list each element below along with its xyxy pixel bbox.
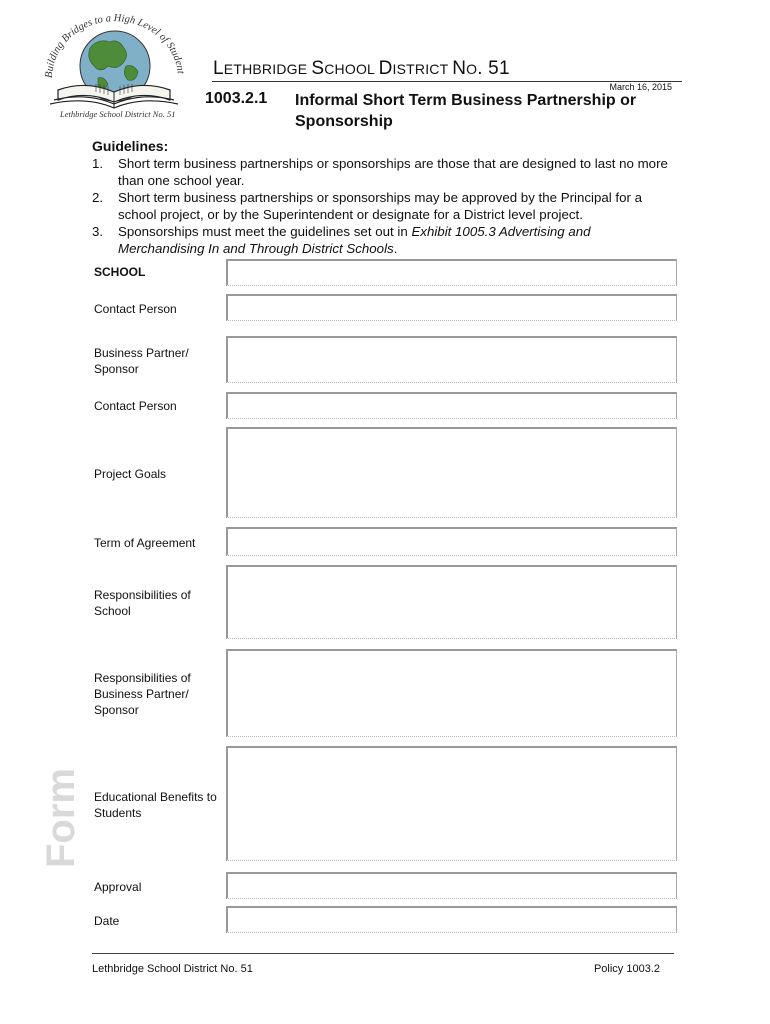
guideline-number: 2. — [92, 190, 104, 205]
project-goals-label: Project Goals — [94, 467, 167, 481]
date-label: Date — [94, 914, 120, 928]
policy-number: 1003.2.1 — [205, 90, 268, 107]
district-name-part: . 51 — [477, 58, 510, 79]
approval-label: Approval — [94, 880, 142, 894]
responsibilities-school-label: Responsibilities of School — [94, 588, 191, 618]
school-label: SCHOOL — [94, 265, 146, 279]
guideline-item — [92, 155, 672, 189]
educational-benefits-field[interactable] — [226, 746, 677, 861]
term-of-agreement-field[interactable] — [226, 527, 677, 556]
district-name-part: CHOOL — [324, 61, 379, 77]
policy-date: March 16, 2015 — [609, 82, 672, 92]
date-field[interactable] — [226, 906, 677, 933]
educational-benefits-label: Educational Benefits to Students — [94, 790, 217, 820]
partner-contact-person-label: Contact Person — [94, 399, 177, 413]
district-name-part: S — [311, 58, 325, 79]
business-partner-label: Business Partner/ Sponsor — [94, 346, 189, 376]
partner-contact-person-field[interactable] — [226, 392, 677, 419]
footer-district: Lethbridge School District No. 51 — [92, 963, 253, 975]
responsibilities-partner-label: Responsibilities of Business Partner/ Sponsor — [94, 671, 191, 717]
district-name-part: D — [378, 58, 393, 79]
district-name-part: O — [466, 61, 478, 77]
project-goals-field[interactable] — [226, 427, 677, 518]
logo-caption: Lethbridge School District No. 51 — [60, 109, 176, 119]
guideline-text-part: . — [393, 241, 398, 256]
guideline-number: 3. — [92, 224, 104, 239]
footer-policy: Policy 1003.2 — [593, 963, 660, 975]
district-name-part: N — [452, 58, 467, 79]
policy-title: Informal Short Term Business Partnership or Sponsorship — [295, 92, 637, 130]
guideline-item — [92, 223, 672, 257]
contact-person-label: Contact Person — [94, 302, 177, 316]
term-of-agreement-label: Term of Agreement — [94, 536, 196, 550]
district-name-part: L — [213, 58, 224, 79]
form-watermark — [28, 760, 88, 870]
district-name-part: ISTRICT — [392, 61, 453, 77]
guideline-text: Short term business partnerships or sponsorships are those that are designed to last no more than one school year. — [118, 156, 668, 188]
guideline-item — [92, 189, 672, 223]
guideline-number: 1. — [92, 156, 104, 171]
guidelines-heading: Guidelines: — [92, 138, 169, 154]
district-name-part: ETHBRIDGE — [223, 61, 312, 77]
business-partner-field[interactable] — [226, 336, 677, 383]
guideline-text: Short term business partnerships or sponsorships may be approved by the Principal for a school project, or by the Superintendent or designate for a District level project. — [118, 190, 643, 222]
guideline-exhibit-reference: Exhibit 1005.3 Advertising and Merchandising In and Through District Schools — [118, 224, 591, 256]
responsibilities-partner-field[interactable] — [226, 649, 677, 737]
contact-person-field[interactable] — [226, 294, 677, 321]
form-watermark-text: Form — [39, 768, 83, 868]
logo-arc-text: Building Bridges to a High Level of Student — [43, 13, 186, 79]
approval-field[interactable] — [226, 872, 677, 899]
school-field[interactable] — [226, 259, 677, 286]
footer-rule — [92, 953, 674, 954]
guideline-text-part: Sponsorships must meet the guidelines set out in — [118, 224, 412, 239]
district-name — [213, 58, 510, 80]
responsibilities-school-field[interactable] — [226, 565, 677, 639]
guideline-text — [118, 223, 672, 257]
